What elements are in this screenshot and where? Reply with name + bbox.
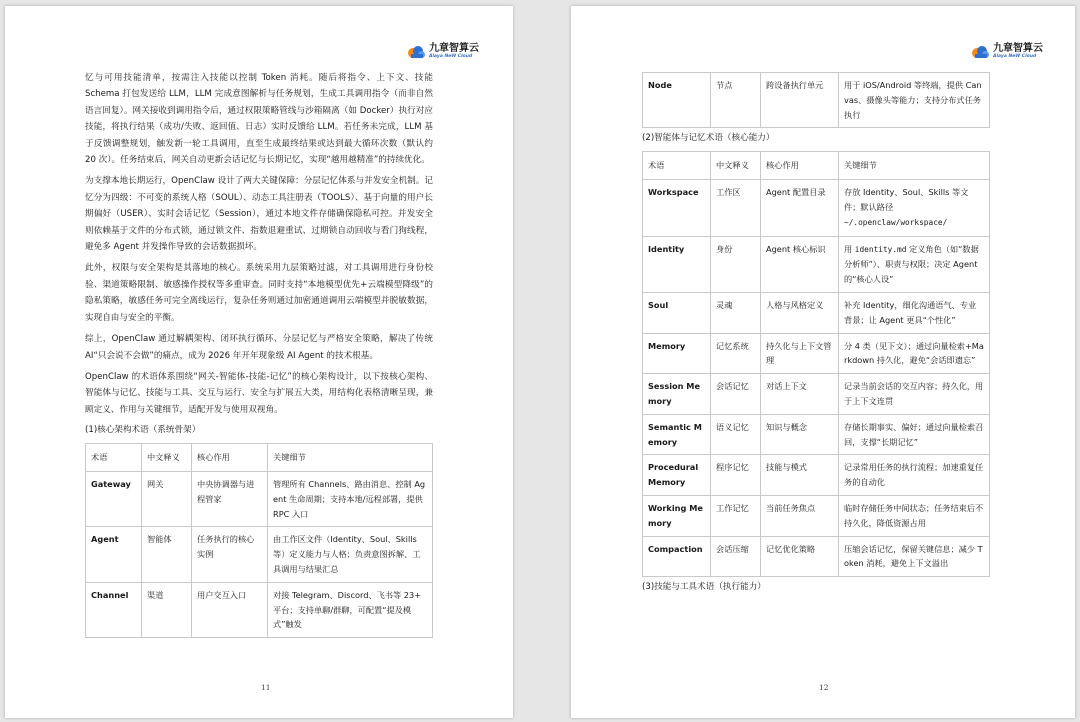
table-row bbox=[643, 333, 990, 374]
brand-logo bbox=[970, 44, 1043, 60]
table-cell: 补充 Identity，细化沟通语气、专业背景；让 Agent 更具“个性化” bbox=[839, 292, 990, 333]
table-cell: 临时存储任务中间状态；任务结束后不持久化，降低资源占用 bbox=[839, 495, 990, 536]
table-row bbox=[86, 582, 433, 637]
table-cell: 人格与风格定义 bbox=[761, 292, 839, 333]
table-cell: 跨设备执行单元 bbox=[761, 73, 839, 128]
table-header-cell: 中文释义 bbox=[711, 152, 761, 180]
table-cell: 当前任务焦点 bbox=[761, 495, 839, 536]
table-cell: Semantic Memory bbox=[643, 414, 711, 455]
table-cell: 分 4 类（见下文）；通过向量检索+Markdown 持久化，避免“会话即遗忘” bbox=[839, 333, 990, 374]
table-header-row bbox=[643, 152, 990, 180]
table-row bbox=[86, 527, 433, 582]
cell-text: 用 bbox=[844, 243, 855, 254]
table-cell: 由工作区文件（Identity、Soul、Skills 等）定义能力与人格；负责意图拆解、工具调用与结果汇总 bbox=[268, 527, 433, 582]
table-row bbox=[86, 471, 433, 526]
table-cell: 会话压缩 bbox=[711, 536, 761, 577]
table-cell: Soul bbox=[643, 292, 711, 333]
table-cell: Session Memory bbox=[643, 374, 711, 415]
table-cell: Compaction bbox=[643, 536, 711, 577]
table-cell: Workspace bbox=[643, 180, 711, 236]
cloud-logo-icon bbox=[406, 44, 426, 60]
table-header-cell: 术语 bbox=[643, 152, 711, 180]
table-row bbox=[643, 292, 990, 333]
page-number: 11 bbox=[261, 683, 271, 692]
table-cell: 记忆优化策略 bbox=[761, 536, 839, 577]
logo-en-text: Alaya NeW Cloud bbox=[993, 54, 1037, 60]
table-cell bbox=[839, 180, 990, 236]
table-cell: Agent 核心标识 bbox=[761, 236, 839, 292]
table-cell: Agent 配置目录 bbox=[761, 180, 839, 236]
table-cell: Gateway bbox=[86, 471, 142, 526]
table-cell: 渠道 bbox=[142, 582, 192, 637]
table-cell: 身份 bbox=[711, 236, 761, 292]
table-cell: 智能体 bbox=[142, 527, 192, 582]
table-cell: 中央协调器与进程管家 bbox=[192, 471, 268, 526]
table-cell: Procedural Memory bbox=[643, 455, 711, 496]
table-cell: 技能与模式 bbox=[761, 455, 839, 496]
paragraph: 为支撑本地长期运行，OpenClaw 设计了两大关键保障：分层记忆体系与并发安全机制。记忆分为四级：不可变的系统人格（SOUL）、动态工具注册表（TOOLS）、基于向量的用户长期偏好（USER）、实时会话记忆（Session），通过本地文件存储确保隐私可控。并发安全则依赖基于文件的分布式锁，通过锁文件、指数退避重试、过期锁自动回收与看门狗线程，避免多 Agent 并发操作导致的会话数据损坏。 bbox=[85, 176, 433, 253]
table-row bbox=[643, 180, 990, 236]
table-header-cell: 关键细节 bbox=[839, 152, 990, 180]
left-page-body bbox=[85, 70, 433, 638]
cell-text: 定义角色（如“数据分析师”）、职责与权限；决定 Agent 的“核心人设” bbox=[844, 243, 979, 285]
table-row bbox=[643, 536, 990, 577]
table-cell: 对话上下文 bbox=[761, 374, 839, 415]
table-caption: (2)智能体与记忆术语（核心能力） bbox=[642, 133, 775, 144]
page-number: 12 bbox=[819, 683, 829, 692]
paragraph: 此外，权限与安全架构是其落地的核心。系统采用九层策略过滤，对工具调用进行身份校验、渠道策略限制、敏感操作授权等多重审查。同时支持“本地模型优先+云端模型降级”的隐私策略，敏感任务可完全离线运行，复杂任务则通过加密通道调用云端模型并脱敏数据，实现自由与安全的平衡。 bbox=[85, 263, 433, 323]
table-cell: Agent bbox=[86, 527, 142, 582]
table-cell: 工作记忆 bbox=[711, 495, 761, 536]
core-architecture-table bbox=[85, 443, 433, 638]
logo-cn-text: 九章智算云 bbox=[993, 43, 1043, 55]
table-cell: Channel bbox=[86, 582, 142, 637]
table-cell: 网关 bbox=[142, 471, 192, 526]
right-page-body bbox=[642, 72, 990, 600]
cell-text: 存放 Identity、Soul、Skills 等文件；默认路径 bbox=[844, 187, 969, 212]
table-cell: 用于 iOS/Android 等终端，提供 Canvas、摄像头等能力；支持分布式任务执行 bbox=[839, 73, 990, 128]
table-cell: 工作区 bbox=[711, 180, 761, 236]
cell-code: identity.md bbox=[854, 244, 907, 254]
table-cell: Memory bbox=[643, 333, 711, 374]
table-row bbox=[643, 73, 990, 128]
table-cell: Working Memory bbox=[643, 495, 711, 536]
table-row bbox=[643, 495, 990, 536]
table-cell: 会话记忆 bbox=[711, 374, 761, 415]
table-cell: 程序记忆 bbox=[711, 455, 761, 496]
table-cell: 任务执行的核心实例 bbox=[192, 527, 268, 582]
cloud-logo-icon bbox=[970, 44, 990, 60]
cell-code: ~/.openclaw/workspace/ bbox=[844, 217, 948, 227]
table-row bbox=[643, 455, 990, 496]
table-cell bbox=[839, 236, 990, 292]
table-header-cell: 术语 bbox=[86, 444, 142, 472]
table-header-row bbox=[86, 444, 433, 472]
table-header-cell: 核心作用 bbox=[761, 152, 839, 180]
logo-en-text: Alaya NeW Cloud bbox=[429, 54, 473, 60]
table-cell: 记录当前会话的交互内容；持久化，用于上下文连贯 bbox=[839, 374, 990, 415]
paragraph: OpenClaw 的术语体系围绕“网关-智能体-技能-记忆”的核心架构设计，以下按核心架构、智能体与记忆、技能与工具、交互与运行、安全与扩展五大类，用结构化表格清晰呈现，兼顾定义、作用与关键细节，适配开发与使用双视角。 bbox=[85, 371, 433, 415]
table-row bbox=[643, 374, 990, 415]
brand-logo bbox=[406, 44, 479, 60]
logo-cn-text: 九章智算云 bbox=[429, 43, 479, 55]
paragraph: 忆与可用技能清单，按需注入技能以控制 Token 消耗。随后将指令、上下文、技能 Schema 打包发送给 LLM，LLM 完成意图解析与任务规划，生成工具调用指令（而非自然语言回复）。网关接收到调用指令后，通过权限策略管线与沙箱隔离（如 Docker）执行对应技能，将执行结果（成功/失败、返回值、日志）实时反馈给 LLM。若任务未完成，LLM 基于反馈调整规划，触发新一轮工具调用，直至生成最终结果或达到最大循环次数（默认约 20 次）。任务结束后，网关自动更新会话记忆与长期记忆，实现“越用越精准”的持续优化。 bbox=[85, 73, 433, 166]
table-caption: (3)技能与工具术语（执行能力） bbox=[642, 582, 766, 593]
table-row bbox=[643, 236, 990, 292]
document-page-left bbox=[5, 6, 513, 718]
table-cell: 管理所有 Channels、路由消息、控制 Agent 生命周期；支持本地/远程部署，提供 RPC 入口 bbox=[268, 471, 433, 526]
node-table-continuation bbox=[642, 72, 990, 128]
paragraph: 综上，OpenClaw 通过解耦架构、闭环执行循环、分层记忆与严格安全策略，解决了传统 AI“只会说不会做”的痛点，成为 2026 年开年现象级 AI Agent 的技术根基。 bbox=[85, 334, 433, 361]
table-header-cell: 核心作用 bbox=[192, 444, 268, 472]
table-cell: Node bbox=[643, 73, 711, 128]
table-cell: 灵魂 bbox=[711, 292, 761, 333]
table-cell: 用户交互入口 bbox=[192, 582, 268, 637]
agent-memory-table bbox=[642, 151, 990, 577]
table-header-cell: 关键细节 bbox=[268, 444, 433, 472]
table-cell: 对接 Telegram、Discord、飞书等 23+ 平台；支持单聊/群聊，可配置“提及模式”触发 bbox=[268, 582, 433, 637]
table-cell: 压缩会话记忆，保留关键信息；减少 Token 消耗，避免上下文溢出 bbox=[839, 536, 990, 577]
document-page-right bbox=[571, 6, 1075, 718]
table-header-cell: 中文释义 bbox=[142, 444, 192, 472]
table-cell: Identity bbox=[643, 236, 711, 292]
table-cell: 知识与概念 bbox=[761, 414, 839, 455]
table-cell: 节点 bbox=[711, 73, 761, 128]
table-row bbox=[643, 414, 990, 455]
table-caption: (1)核心架构术语（系统骨架） bbox=[85, 425, 201, 436]
table-cell: 记录常用任务的执行流程；加速重复任务的自动化 bbox=[839, 455, 990, 496]
table-cell: 持久化与上下文管理 bbox=[761, 333, 839, 374]
table-cell: 存储长期事实、偏好；通过向量检索召回，支撑“长期记忆” bbox=[839, 414, 990, 455]
table-cell: 记忆系统 bbox=[711, 333, 761, 374]
table-cell: 语义记忆 bbox=[711, 414, 761, 455]
